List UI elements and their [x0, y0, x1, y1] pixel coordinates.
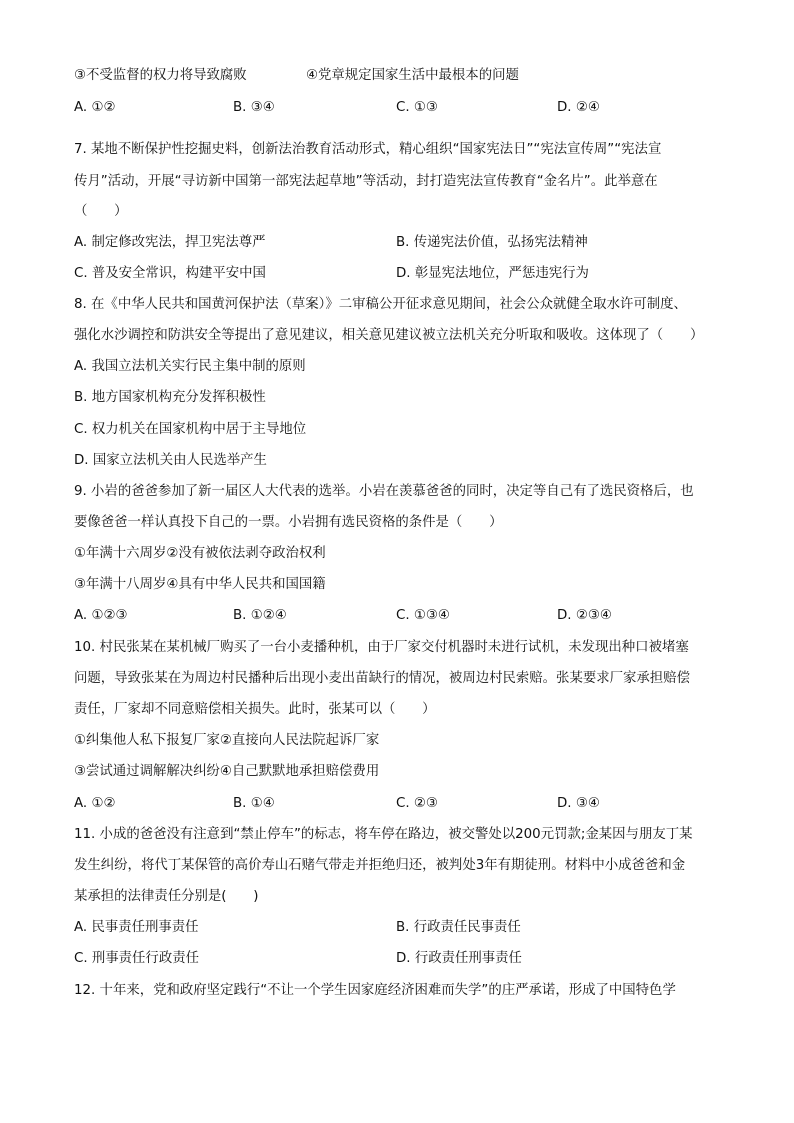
q11-option-b: B. 行政责任民事责任: [396, 920, 521, 935]
q10-text-line-1: 10. 村民张某在某机械厂购买了一台小麦播种机，由于厂家交付机器时未进行试机，未发现出种口被堵塞: [74, 640, 689, 655]
q9-text-line-1: 9. 小岩的爸爸参加了新一届区人大代表的选举。小岩在羡慕爸爸的同时，决定等自己有了选民资格后，也: [74, 484, 694, 499]
q10-statements-line-1: ①纠集他人私下报复厂家②直接向人民法院起诉厂家: [74, 733, 380, 748]
q6-statement-3: ③不受监督的权力将导致腐败: [74, 68, 247, 83]
q9-option-a: A. ①②③: [74, 608, 128, 623]
q7-text-line-1: 7. 某地不断保护性挖掘史料，创新法治教育活动形式，精心组织“国家宪法日”“宪法宣传周”“宪法宣: [74, 142, 662, 157]
q10-text-line-3: 责任，厂家却不同意赔偿相关损失。此时，张某可以（ ）: [74, 702, 436, 717]
q11-text-line-2: 发生纠纷，将代丁某保管的高价寿山石赌气带走并拒绝归还，被判处3年有期徒刑。材料中小成爸爸和金: [74, 858, 686, 873]
q7-text-line-2: 传月”活动，开展“寻访新中国第一部宪法起草地”等活动，封打造宪法宣传教育“金名片”。此举意在: [74, 174, 658, 189]
q11-option-a: A. 民事责任刑事责任: [74, 920, 199, 935]
q11-option-c: C. 刑事责任行政责任: [74, 951, 199, 966]
q6-option-d: D. ②④: [557, 100, 600, 115]
q10-statements-line-2: ③尝试通过调解解决纠纷④自己默默地承担赔偿费用: [74, 764, 380, 779]
q7-answer-blank: （ ）: [74, 204, 128, 219]
q9-statements-line-2: ③年满十八周岁④具有中华人民共和国国籍: [74, 577, 326, 592]
q10-option-c: C. ②③: [396, 796, 438, 811]
q10-option-b: B. ①④: [233, 796, 275, 811]
q6-option-b: B. ③④: [233, 100, 275, 115]
q6-option-c: C. ①③: [396, 100, 438, 115]
q6-statement-4: ④党章规定国家生活中最根本的问题: [306, 68, 519, 83]
q10-text-line-2: 问题，导致张某在为周边村民播种后出现小麦出苗缺行的情况，被周边村民索赔。张某要求厂家承担赔偿: [74, 671, 690, 686]
q9-statements-line-1: ①年满十六周岁②没有被依法剥夺政治权利: [74, 546, 326, 561]
q9-option-c: C. ①③④: [396, 608, 450, 623]
q11-text-line-1: 11. 小成的爸爸没有注意到“禁止停车”的标志，将车停在路边，被交警处以200元罚款;金某因与朋友丁某: [74, 827, 693, 842]
q9-text-line-2: 要像爸爸一样认真投下自己的一票。小岩拥有选民资格的条件是（ ）: [74, 515, 503, 530]
q10-option-a: A. ①②: [74, 796, 116, 811]
q8-text-line-1: 8. 在《中华人民共和国黄河保护法（草案）》二审稿公开征求意见期间，社会公众就健全取水许可制度、: [74, 297, 687, 312]
q10-option-d: D. ③④: [557, 796, 600, 811]
q7-option-a: A. 制定修改宪法，捍卫宪法尊严: [74, 235, 266, 250]
q8-option-d: D. 国家立法机关由人民选举产生: [74, 453, 267, 468]
q8-option-c: C. 权力机关在国家机构中居于主导地位: [74, 422, 307, 437]
q8-option-b: B. 地方国家机构充分发挥积极性: [74, 390, 266, 405]
q12-text-line-1: 12. 十年来，党和政府坚定践行“不让一个学生因家庭经济困难而失学”的庄严承诺，形成了中国特色学: [74, 983, 676, 998]
q8-text-line-2: 强化水沙调控和防洪安全等提出了意见建议，相关意见建议被立法机关充分听取和吸收。这体现了（ ）: [74, 328, 704, 343]
q8-option-a: A. 我国立法机关实行民主集中制的原则: [74, 359, 306, 374]
q7-option-b: B. 传递宪法价值，弘扬宪法精神: [396, 235, 588, 250]
q7-option-c: C. 普及安全常识，构建平安中国: [74, 266, 266, 281]
q7-option-d: D. 彰显宪法地位，严惩违宪行为: [396, 266, 589, 281]
q6-option-a: A. ①②: [74, 100, 116, 115]
q9-option-b: B. ①②④: [233, 608, 287, 623]
q11-option-d: D. 行政责任刑事责任: [396, 951, 522, 966]
q11-text-line-3: 某承担的法律责任分别是( ): [74, 889, 259, 904]
q9-option-d: D. ②③④: [557, 608, 612, 623]
